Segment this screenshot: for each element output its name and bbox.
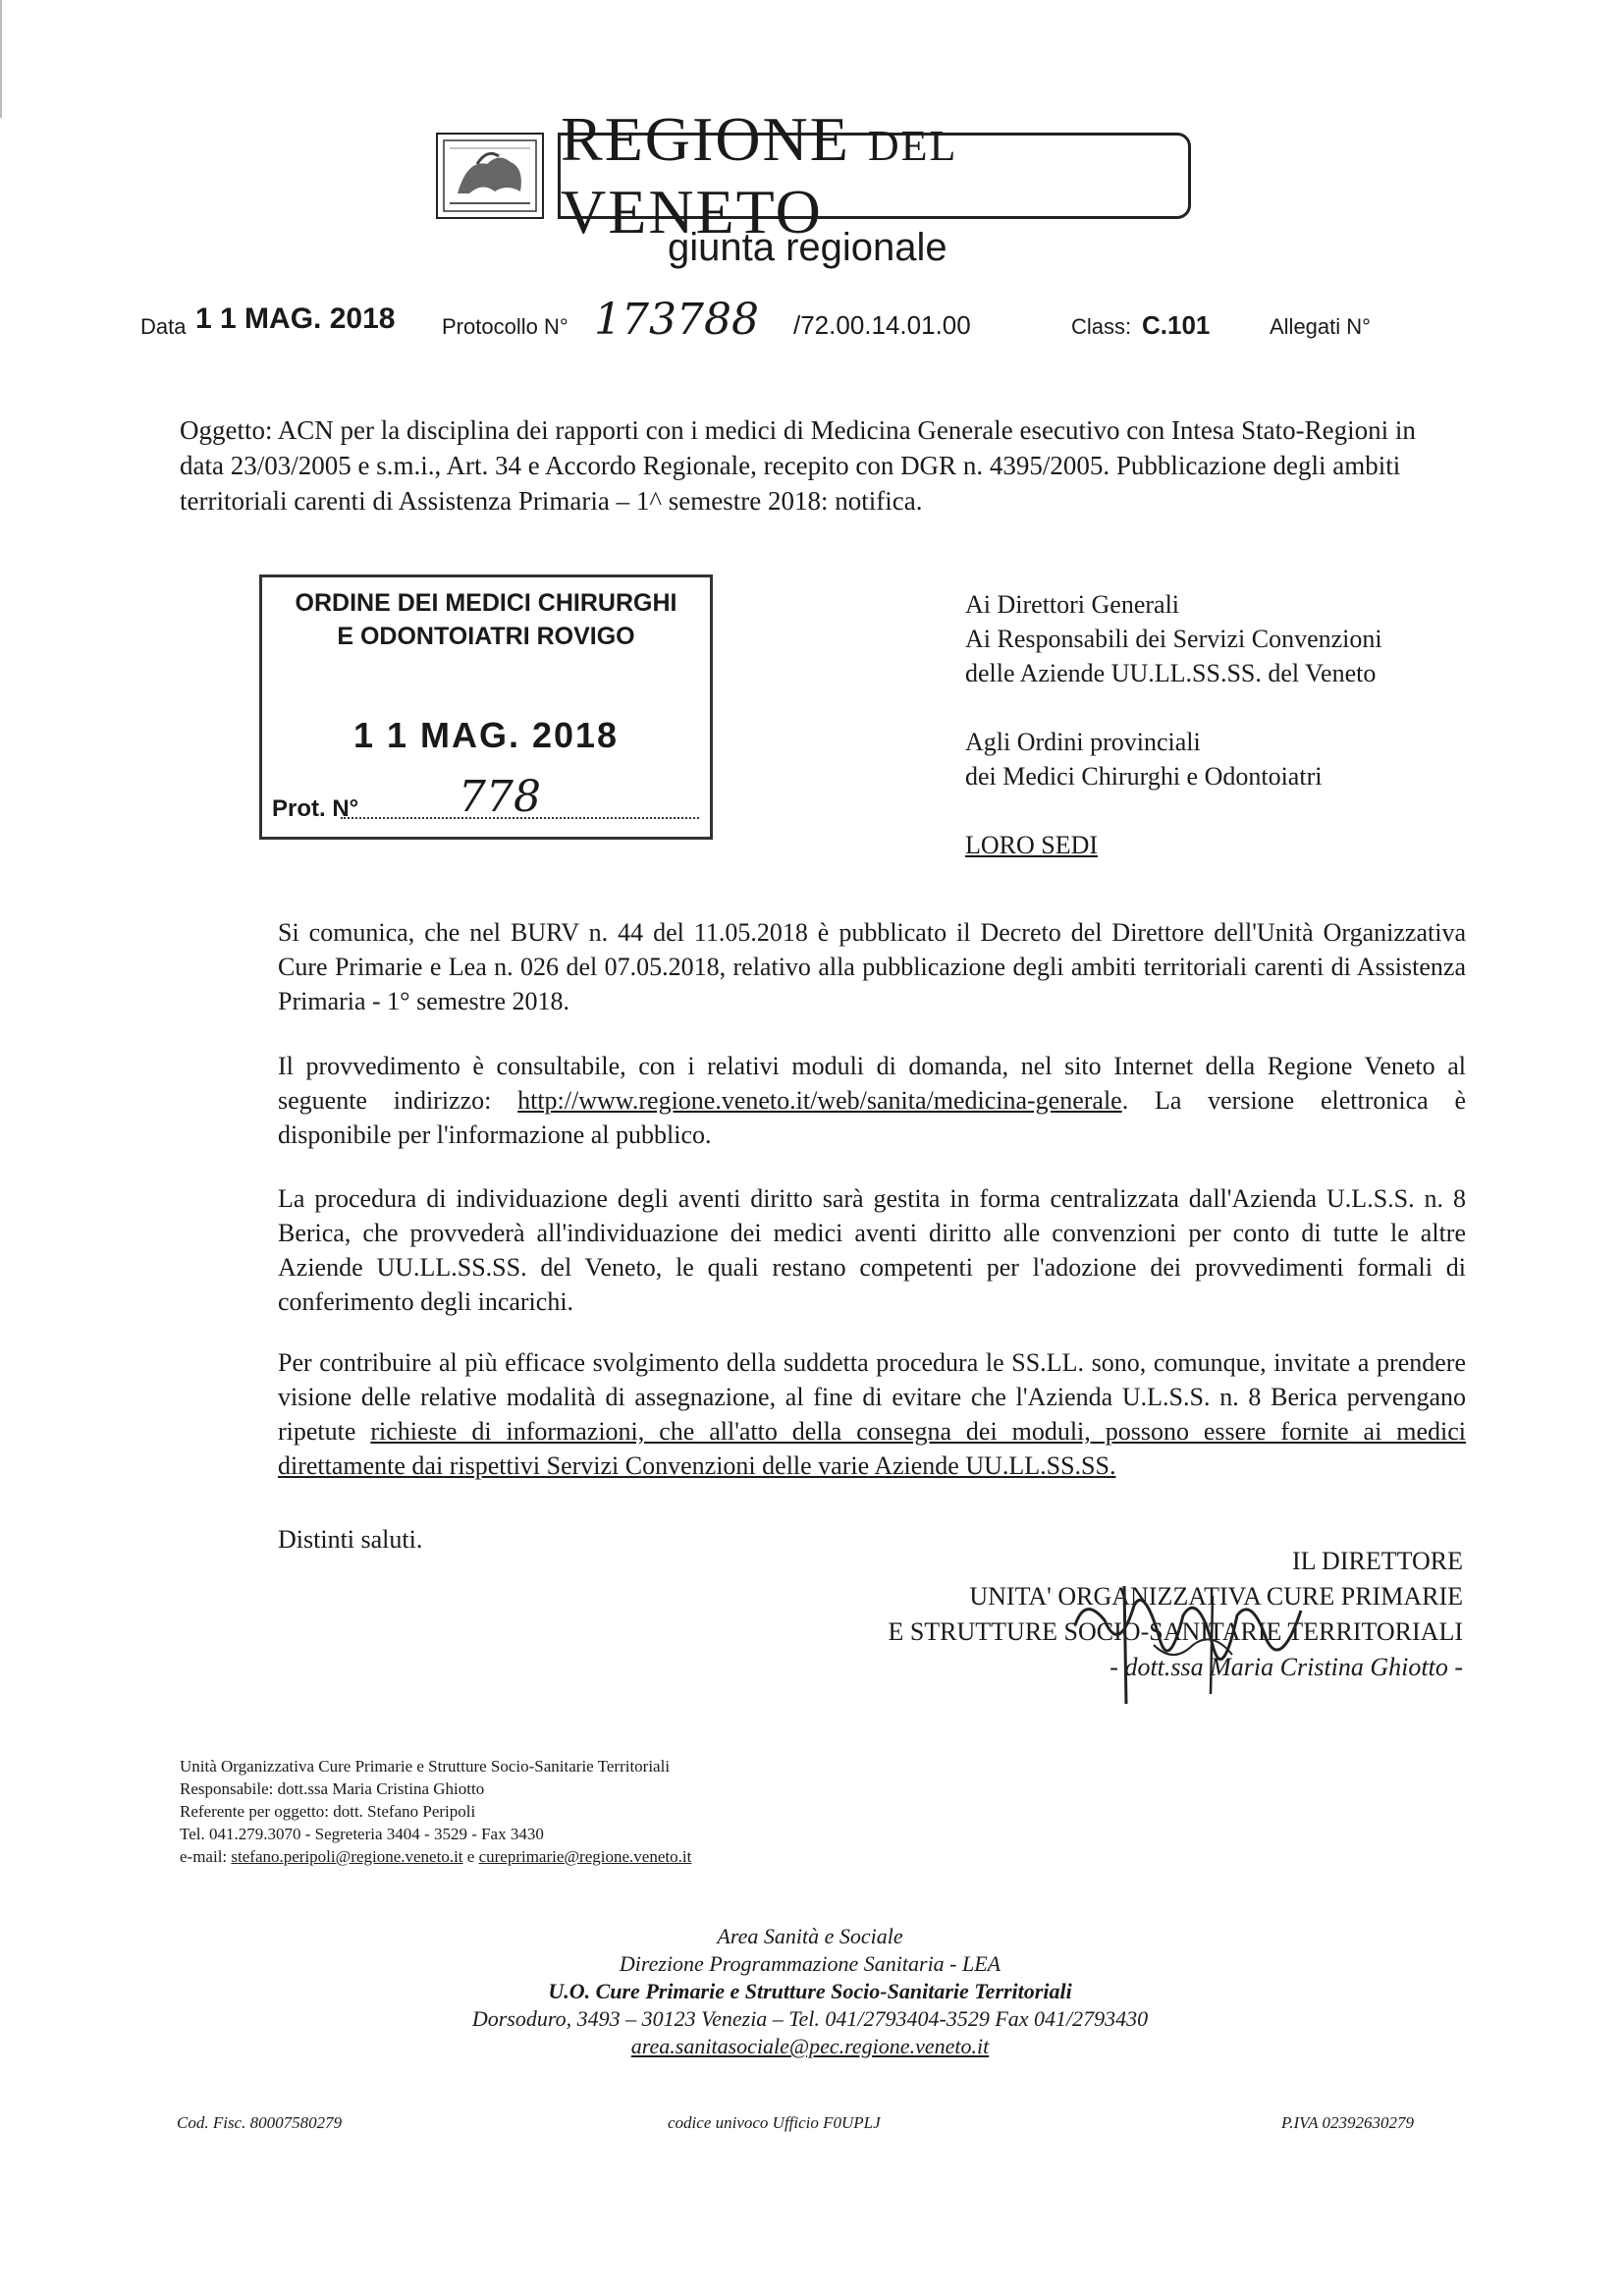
fiscal-info-row [177,2113,1453,2143]
scan-edge-mark [0,0,2,118]
email-separator: e [462,1847,479,1866]
area-footer [295,1923,1325,2060]
direzione-name: Direzione Programmazione Sanitaria - LEA [619,1951,1001,1976]
data-value: 1 1 MAG. 2018 [195,302,396,335]
uo-name: U.O. Cure Primarie e Strutture Socio-Sanitarie Territoriali [548,1979,1072,2003]
oggetto-text: Oggetto: ACN per la disciplina dei rapporti con i medici di Medicina Generale esecutivo con Intesa Stato-Regioni in data 23/03/2005 e s.m.i., Art. 34 e Accordo Regionale, recepito con DGR n. 4395/2005. Pubblicazione degli ambiti territoriali carenti di Assistenza Primaria – 1^ semestre 2018: notifica. [180,415,1416,516]
protocollo-code: /72.00.14.01.00 [793,310,971,340]
recipient-loro-sedi: LORO SEDI [965,831,1099,859]
stamp-line-2: E ODONTOIATRI ROVIGO [337,623,635,650]
recipients-block [965,587,1515,862]
p4-text-a: Per contribuire al più efficace svolgimento della suddetta procedura le SS.LL. sono, comunque, invitate a prendere visione delle relative modalità di assegnazione, al fine di evitare che l'Azienda U.L.S.S. n. 8 Berica pervengano ripetute [278,1348,1466,1446]
body-paragraph-1: Si comunica, che nel BURV n. 44 del 11.05.2018 è pubblicato il Decreto del Direttore dell'Unità Organizzativa Cure Primarie e Lea n. 026 del 07.05.2018, relativo alla pubblicazione degli ambiti territoriali carenti di Assistenza Primaria - 1° semestre 2018. [278,918,1466,1015]
contact-phone: Tel. 041.279.3070 - Segreteria 3404 - 3529 - Fax 3430 [180,1825,544,1843]
recipient-line: Agli Ordini provinciali [965,728,1201,756]
region-crest-icon [436,133,544,219]
recipient-line: Ai Responsabili dei Servizi Convenzioni [965,625,1382,653]
pec-email-link[interactable]: area.sanitasociale@pec.regione.veneto.it [630,2034,990,2058]
signature-unit: UNITA' ORGANIZZATIVA CURE PRIMARIE [969,1582,1463,1611]
class-value: C.101 [1142,310,1211,340]
stamp-prot-label: Prot. N° [272,795,359,822]
allegati-label: Allegati N° [1270,314,1371,339]
signature-name: - dott.ssa Maria Cristina Ghiotto - [1109,1653,1463,1681]
title-part-regione: REGIONE [561,104,868,174]
footer-contacts [180,1755,887,1868]
contact-unit: Unità Organizzativa Cure Primarie e Strutture Socio-Sanitarie Territoriali [180,1757,671,1776]
title-part-veneto: VENETO [561,177,823,246]
recipient-line: dei Medici Chirurghi e Odontoiatri [965,762,1323,791]
protocol-line [140,295,1515,352]
email-link-cureprimarie[interactable]: cureprimarie@regione.veneto.it [478,1847,692,1866]
region-title [558,104,1191,246]
p2-text-b: . La versione elettronica è disponibile per l'informazione al pubblico. [278,1086,1466,1149]
closing-greeting: Distinti saluti. [278,1525,423,1554]
recipient-line: Ai Direttori Generali [965,590,1180,619]
email-label: e-mail: [180,1847,232,1866]
signature-title: IL DIRETTORE [1291,1547,1463,1575]
protocollo-label: Protocollo N° [442,314,568,339]
stamp-date: 1 1 MAG. 2018 [352,715,620,755]
cod-fisc: Cod. Fisc. 80007580279 [177,2113,343,2132]
body-paragraph-4 [278,1345,1466,1483]
codice-univoco: codice univoco Ufficio F0UPLJ [668,2113,881,2132]
contact-responsabile: Responsabile: dott.ssa Maria Cristina Ghiotto [180,1779,485,1798]
body-paragraph-2 [278,1049,1466,1152]
subtitle: giunta regionale [668,226,947,269]
contact-email-line [180,1845,887,1868]
stamp-prot-number: 778 [459,772,541,822]
partita-iva: P.IVA 02392630279 [1281,2113,1415,2132]
signature-unit-2: E STRUTTURE SOCIO-SANITARIE TERRITORIALI [888,1617,1463,1646]
body-paragraph-3: La procedura di individuazione degli aventi diritto sarà gestita in forma centralizzata dall'Azienda U.L.S.S. n. 8 Berica, che provvederà all'individuazione dei medici aventi diritto alle convenzioni per conto di tutte le altre Aziende UU.LL.SS.SS. del Veneto, le quali restano competenti per l'adozione dei provvedimenti formali di conferimento degli incarichi. [278,1184,1466,1316]
p2-text-a: Il provvedimento è consultabile, con i relativi moduli di domanda, nel sito Internet della Regione Veneto al seguente indirizzo: [278,1052,1466,1115]
regione-website-link[interactable]: http://www.regione.veneto.it/web/sanita/medicina-generale [517,1086,1122,1115]
data-label: Data [140,314,187,339]
email-link-peripoli[interactable]: stefano.peripoli@regione.veneto.it [231,1847,463,1866]
area-name: Area Sanità e Sociale [717,1924,903,1948]
recipient-line: delle Aziende UU.LL.SS.SS. del Veneto [965,659,1377,687]
handwritten-signature [1065,1576,1321,1709]
received-stamp [259,574,713,840]
protocollo-number: 173788 [594,295,759,345]
stamp-line-1: ORDINE DEI MEDICI CHIRURGHI [295,589,677,617]
contact-referente: Referente per oggetto: dott. Stefano Peripoli [180,1802,476,1821]
class-label: Class: [1071,314,1132,339]
area-address: Dorsoduro, 3493 – 30123 Venezia – Tel. 041/2793404-3529 Fax 041/2793430 [471,2006,1149,2031]
p4-underlined-text: richieste di informazioni, che all'atto della consegna dei moduli, possono essere fornite ai medici direttamente dai rispettivi Servizi Convenzioni delle varie Aziende UU.LL.SS.SS. [278,1417,1466,1480]
title-part-del: DEL [867,122,958,170]
